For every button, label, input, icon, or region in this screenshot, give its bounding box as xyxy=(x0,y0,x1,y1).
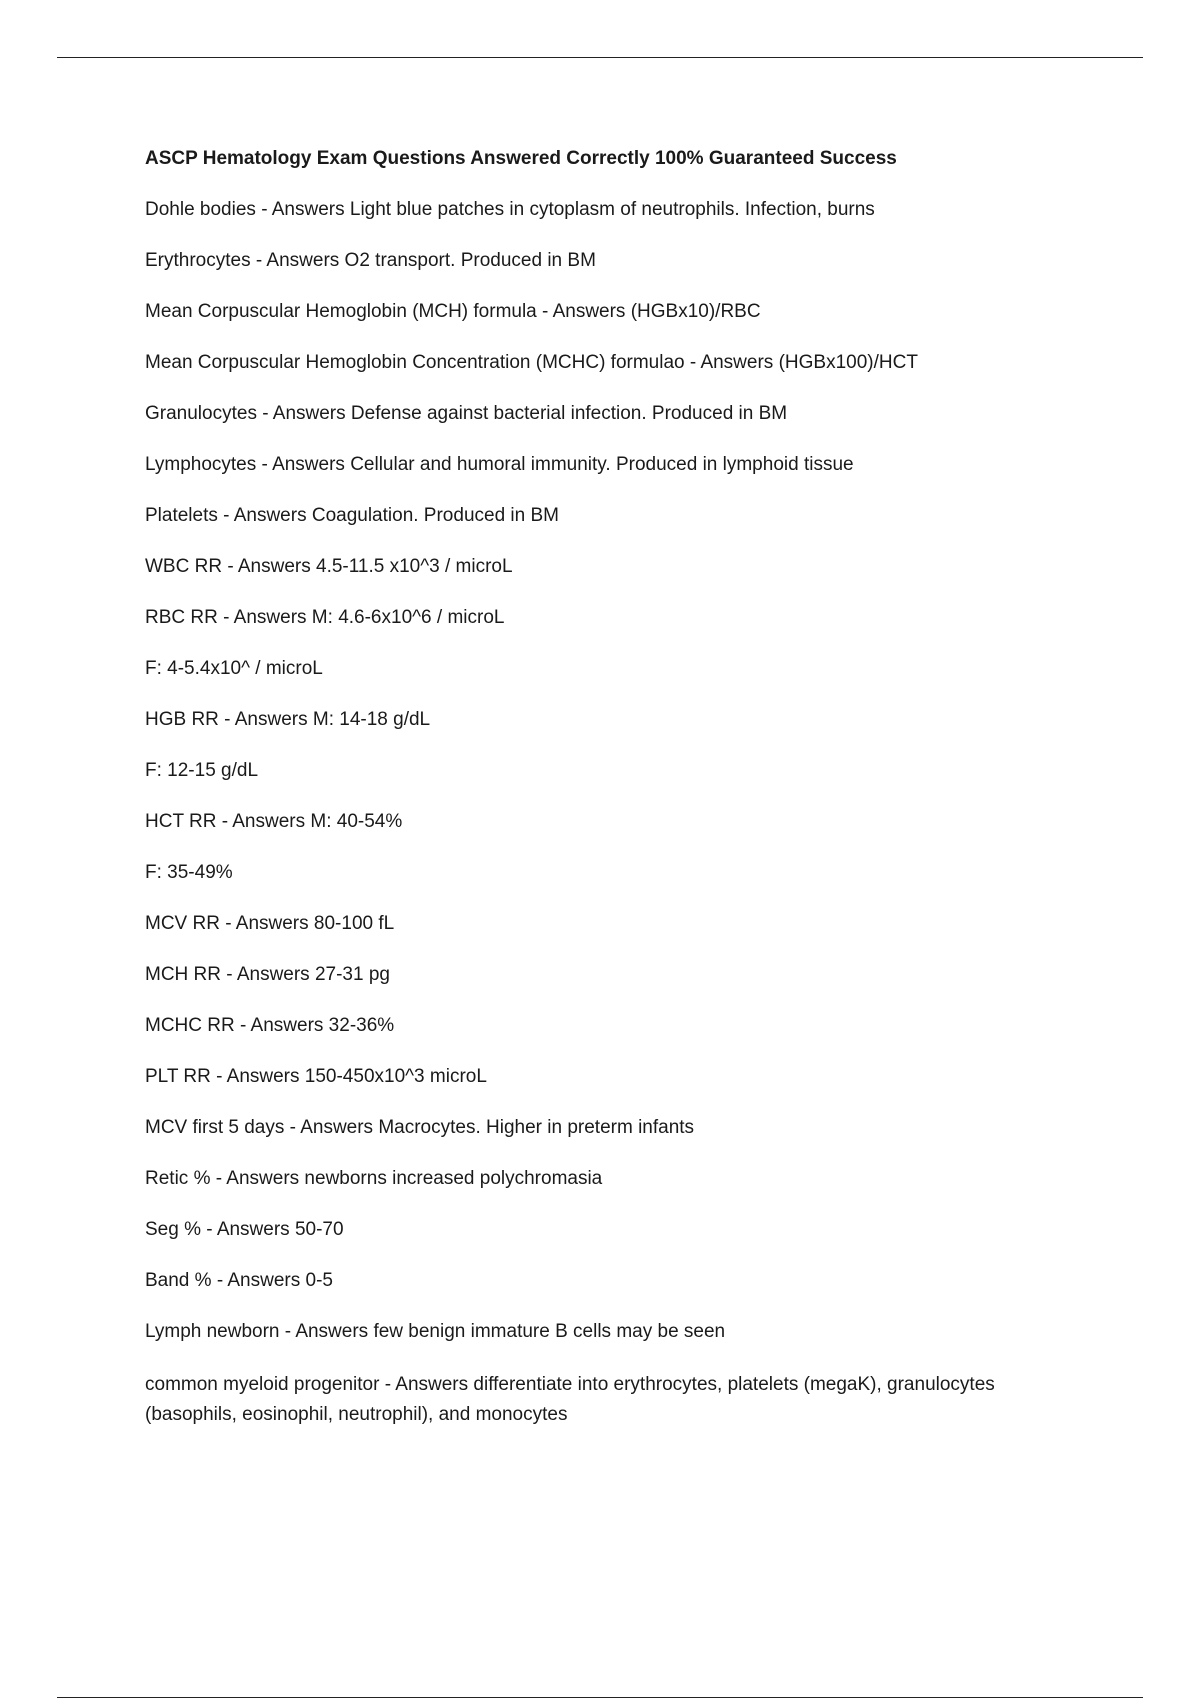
entry-seg: Seg % - Answers 50-70 xyxy=(145,1219,344,1240)
footer-rule xyxy=(57,1697,1143,1698)
entry-wbc-rr: WBC RR - Answers 4.5-11.5 x10^3 / microL xyxy=(145,556,513,577)
header-rule xyxy=(57,57,1143,58)
entry-lymph-newborn: Lymph newborn - Answers few benign immature B cells may be seen xyxy=(145,1321,726,1342)
entry-rbc-rr: RBC RR - Answers M: 4.6-6x10^6 / microL xyxy=(145,607,505,628)
entry-mchc-rr: MCHC RR - Answers 32-36% xyxy=(145,1015,395,1036)
entry-dohle-bodies: Dohle bodies - Answers Light blue patches in cytoplasm of neutrophils. Infection, burns xyxy=(145,199,875,220)
entry-mcv-first-5-days: MCV first 5 days - Answers Macrocytes. Higher in preterm infants xyxy=(145,1117,695,1138)
entry-erythrocytes: Erythrocytes - Answers O2 transport. Produced in BM xyxy=(145,250,596,271)
entry-hct-rr-female: F: 35-49% xyxy=(145,862,233,883)
document-body xyxy=(145,146,1085,1455)
entry-mch-rr: MCH RR - Answers 27-31 pg xyxy=(145,964,390,985)
entry-hct-rr: HCT RR - Answers M: 40-54% xyxy=(145,811,403,832)
entry-lymphocytes: Lymphocytes - Answers Cellular and humoral immunity. Produced in lymphoid tissue xyxy=(145,454,854,475)
entry-rbc-rr-female: F: 4-5.4x10^ / microL xyxy=(145,658,323,679)
entry-mchc-formula: Mean Corpuscular Hemoglobin Concentration (MCHC) formulao - Answers (HGBx100)/HCT xyxy=(145,352,918,373)
entry-mcv-rr: MCV RR - Answers 80-100 fL xyxy=(145,913,395,934)
document-title: ASCP Hematology Exam Questions Answered Correctly 100% Guaranteed Success xyxy=(145,148,897,169)
entry-band: Band % - Answers 0-5 xyxy=(145,1270,333,1291)
entry-common-myeloid-progenitor: common myeloid progenitor - Answers differentiate into erythrocytes, platelets (megaK), granulocytes (basophils, eosinophil, neutrophil), and monocytes xyxy=(145,1374,995,1425)
entry-plt-rr: PLT RR - Answers 150-450x10^3 microL xyxy=(145,1066,487,1087)
entry-retic: Retic % - Answers newborns increased polychromasia xyxy=(145,1168,603,1189)
entry-mch-formula: Mean Corpuscular Hemoglobin (MCH) formula - Answers (HGBx10)/RBC xyxy=(145,301,761,322)
entry-granulocytes: Granulocytes - Answers Defense against bacterial infection. Produced in BM xyxy=(145,403,788,424)
entry-platelets: Platelets - Answers Coagulation. Produced in BM xyxy=(145,505,559,526)
entry-hgb-rr: HGB RR - Answers M: 14-18 g/dL xyxy=(145,709,431,730)
entry-hgb-rr-female: F: 12-15 g/dL xyxy=(145,760,259,781)
